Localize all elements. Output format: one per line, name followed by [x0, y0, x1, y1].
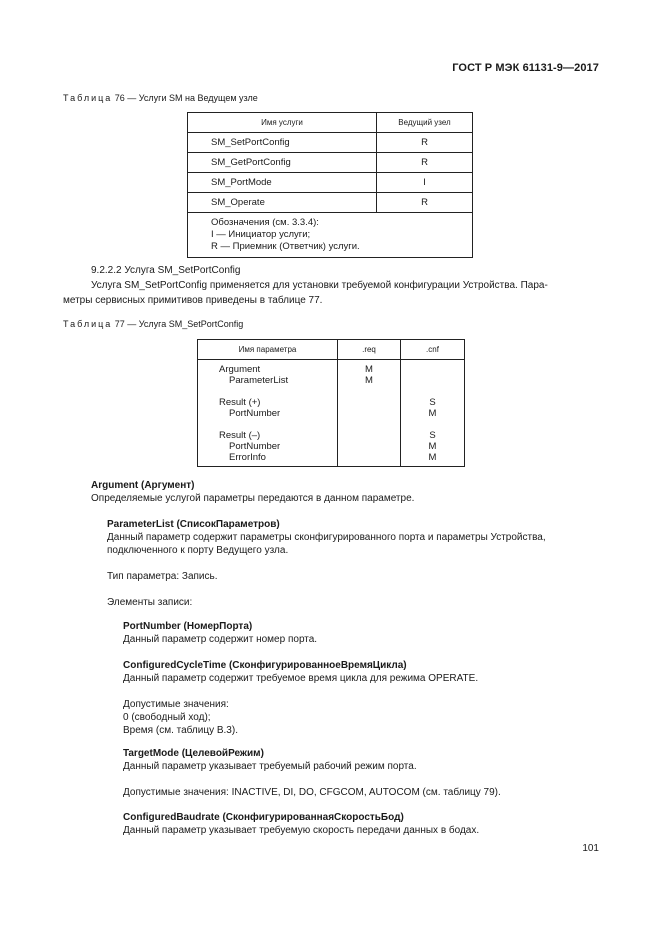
table-76-caption-prefix: Таблица — [63, 93, 113, 103]
master-role-cell: R — [377, 133, 473, 153]
table-77-col-cnf: .cnf — [401, 340, 465, 360]
allowed-values-label: Допустимые значения: — [123, 699, 229, 710]
document-header: ГОСТ Р МЭК 61131-9—2017 — [452, 62, 599, 74]
configuredcycletime-description: Данный параметр содержит требуемое время цикла для режима OPERATE. — [123, 673, 479, 684]
parameterlist-title: ParameterList (СписокПараметров) — [107, 519, 280, 530]
table-76-caption — [63, 93, 258, 103]
table-77-col-req: .req — [338, 340, 401, 360]
param-name: Argument — [219, 364, 261, 375]
parameterlist-description-1: Данный параметр содержит параметры сконфигурированного порта и параметры Устройства, — [107, 532, 546, 543]
cnf-value: M — [428, 452, 437, 463]
param-name: ErrorInfo — [229, 452, 266, 463]
cnf-value: S — [429, 430, 436, 441]
targetmode-values: Допустимые значения: INACTIVE, DI, DO, CFGCOM, AUTOCOM (см. таблицу 79). — [123, 787, 501, 798]
param-name: ParameterList — [229, 375, 289, 386]
req-value: M — [365, 364, 373, 375]
cnf-value: M — [428, 441, 437, 452]
service-name-cell: SM_PortMode — [188, 173, 377, 193]
table-76-notes-row — [188, 213, 473, 258]
portnumber-title: PortNumber (НомерПорта) — [123, 621, 253, 632]
targetmode-description: Данный параметр указывает требуемый рабочий режим порта. — [123, 761, 417, 772]
table-77-body-row — [198, 360, 465, 467]
table-76 — [187, 112, 473, 258]
notes-line: Обозначения (см. 3.3.4): — [211, 217, 319, 228]
master-role-cell: R — [377, 193, 473, 213]
table-76-col-service: Имя услуги — [188, 113, 377, 133]
table-77-caption-text: 77 — Услуга SM_SetPortConfig — [112, 319, 244, 329]
param-name: Result (+) — [219, 397, 261, 408]
table-row — [188, 193, 473, 213]
table-77-caption — [63, 319, 243, 329]
allowed-value-free: 0 (свободный ход); — [123, 712, 211, 723]
service-name-cell: SM_SetPortConfig — [188, 133, 377, 153]
table-76-notes — [188, 213, 473, 258]
master-role-cell: R — [377, 153, 473, 173]
table-77-col-param: Имя параметра — [198, 340, 338, 360]
targetmode-title: TargetMode (ЦелевойРежим) — [123, 748, 264, 759]
parameter-type: Тип параметра: Запись. — [107, 571, 218, 582]
table-77-caption-prefix: Таблица — [63, 319, 113, 329]
req-value: M — [365, 375, 373, 386]
section-paragraph-line-1: Услуга SM_SetPortConfig применяется для установки требуемой конфигурации Устройства. Пара- — [91, 280, 548, 291]
table-76-header-row — [188, 113, 473, 133]
req-column — [338, 360, 401, 467]
service-name-cell: SM_GetPortConfig — [188, 153, 377, 173]
table-row — [188, 133, 473, 153]
table-77-header-row — [198, 340, 465, 360]
table-76-col-master: Ведущий узел — [377, 113, 473, 133]
cnf-value: M — [428, 408, 437, 419]
configuredcycletime-title: ConfiguredCycleTime (СконфигурированноеВремяЦикла) — [123, 660, 407, 671]
configuredbaudrate-description: Данный параметр указывает требуемую скорость передачи данных в бодах. — [123, 825, 480, 836]
record-elements: Элементы записи: — [107, 597, 193, 608]
parameterlist-description-2: подключенного к порту Ведущего узла. — [107, 545, 289, 556]
table-77 — [197, 339, 465, 467]
portnumber-description: Данный параметр содержит номер порта. — [123, 634, 318, 645]
configuredbaudrate-title: ConfiguredBaudrate (СконфигурированнаяСкоростьБод) — [123, 812, 404, 823]
table-76-caption-text: 76 — Услуги SM на Ведущем узле — [112, 93, 258, 103]
allowed-value-time: Время (см. таблицу B.3). — [123, 725, 238, 736]
param-name-column — [198, 360, 338, 467]
argument-title: Argument (Аргумент) — [91, 480, 195, 491]
service-name-cell: SM_Operate — [188, 193, 377, 213]
page-number: 101 — [582, 843, 599, 854]
argument-description: Определяемые услугой параметры передаются в данном параметре. — [91, 493, 415, 504]
table-row — [188, 153, 473, 173]
param-name: Result (–) — [219, 430, 261, 441]
notes-line: I — Инициатор услуги; — [211, 229, 311, 240]
cnf-value: S — [429, 397, 436, 408]
section-heading: 9.2.2.2 Услуга SM_SetPortConfig — [91, 265, 241, 276]
master-role-cell: I — [377, 173, 473, 193]
param-name: PortNumber — [229, 408, 281, 419]
notes-line: R — Приемник (Ответчик) услуги. — [211, 241, 360, 252]
cnf-column — [401, 360, 465, 467]
table-row — [188, 173, 473, 193]
section-paragraph-line-2: метры сервисных примитивов приведены в таблице 77. — [63, 295, 323, 306]
param-name: PortNumber — [229, 441, 281, 452]
